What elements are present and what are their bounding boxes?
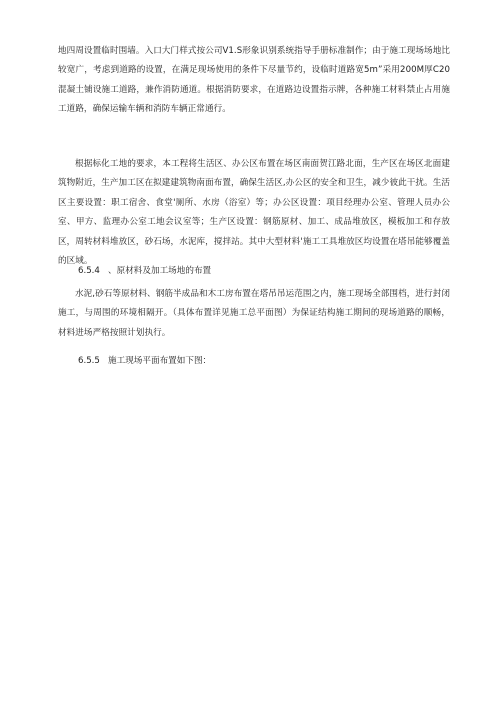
body-paragraph: 地四周设置临时围墙。入口大门样式按公司V1.S形象识别系统指导手册标准制作；由于施工现场场地比较宽广，考虑到道路的设置，在满足现场使用的条件下尽量节约，设临时道路宽5m”采用200M厚C20混凝土铺设施工道路，兼作消防通道。根据消防要求，在道路边设置指示牌，各种施工材料禁止占用施工道路，确保运输车辆和消防车辆正常通行。 — [58, 46, 450, 115]
section-heading — [78, 354, 211, 368]
body-paragraph: 根据标化工地的要求，本工程将生活区、办公区布置在场区南面贺江路北面，生产区在场区北面建筑物附近，生产加工区在拟建建筑物南面布置，确保生活区,办公区的安全和卫生，减少彼此干扰。生活区主要设置：职工宿舍、食堂'厕所、水房（浴室）等；办公区设置：项目经理办公室、管理人员办公室、甲方、监理办公室工地会议室等；生产区设置：钢筋原材、加工、成品堆放区，模板加工和存放区，周转材料堆放区，砂石场，水泥库，搅拌站。其中大型材料'施工工具堆放区均设置在塔吊能够覆盖的区域。 — [58, 159, 450, 267]
body-paragraph: 水泥,砂石等原材料、钢筋半成品和木工房布置在塔吊吊运范围之内，施工现场全部围档，进行封闭施工，与周围的环境相隔开。（具体布置详见施工总平面图）为保证结构施工期间的现场道路的顺畅，材料进场严格按照计划执行。 — [58, 289, 450, 338]
section-number: 6.5.5 — [78, 356, 100, 366]
section-title: 、原材料及加工场地的布置 — [108, 266, 212, 276]
section-heading — [78, 264, 211, 278]
section-title: 施工现场平面布置如下图： — [108, 356, 212, 366]
section-number: 6.5.4 — [78, 266, 100, 276]
